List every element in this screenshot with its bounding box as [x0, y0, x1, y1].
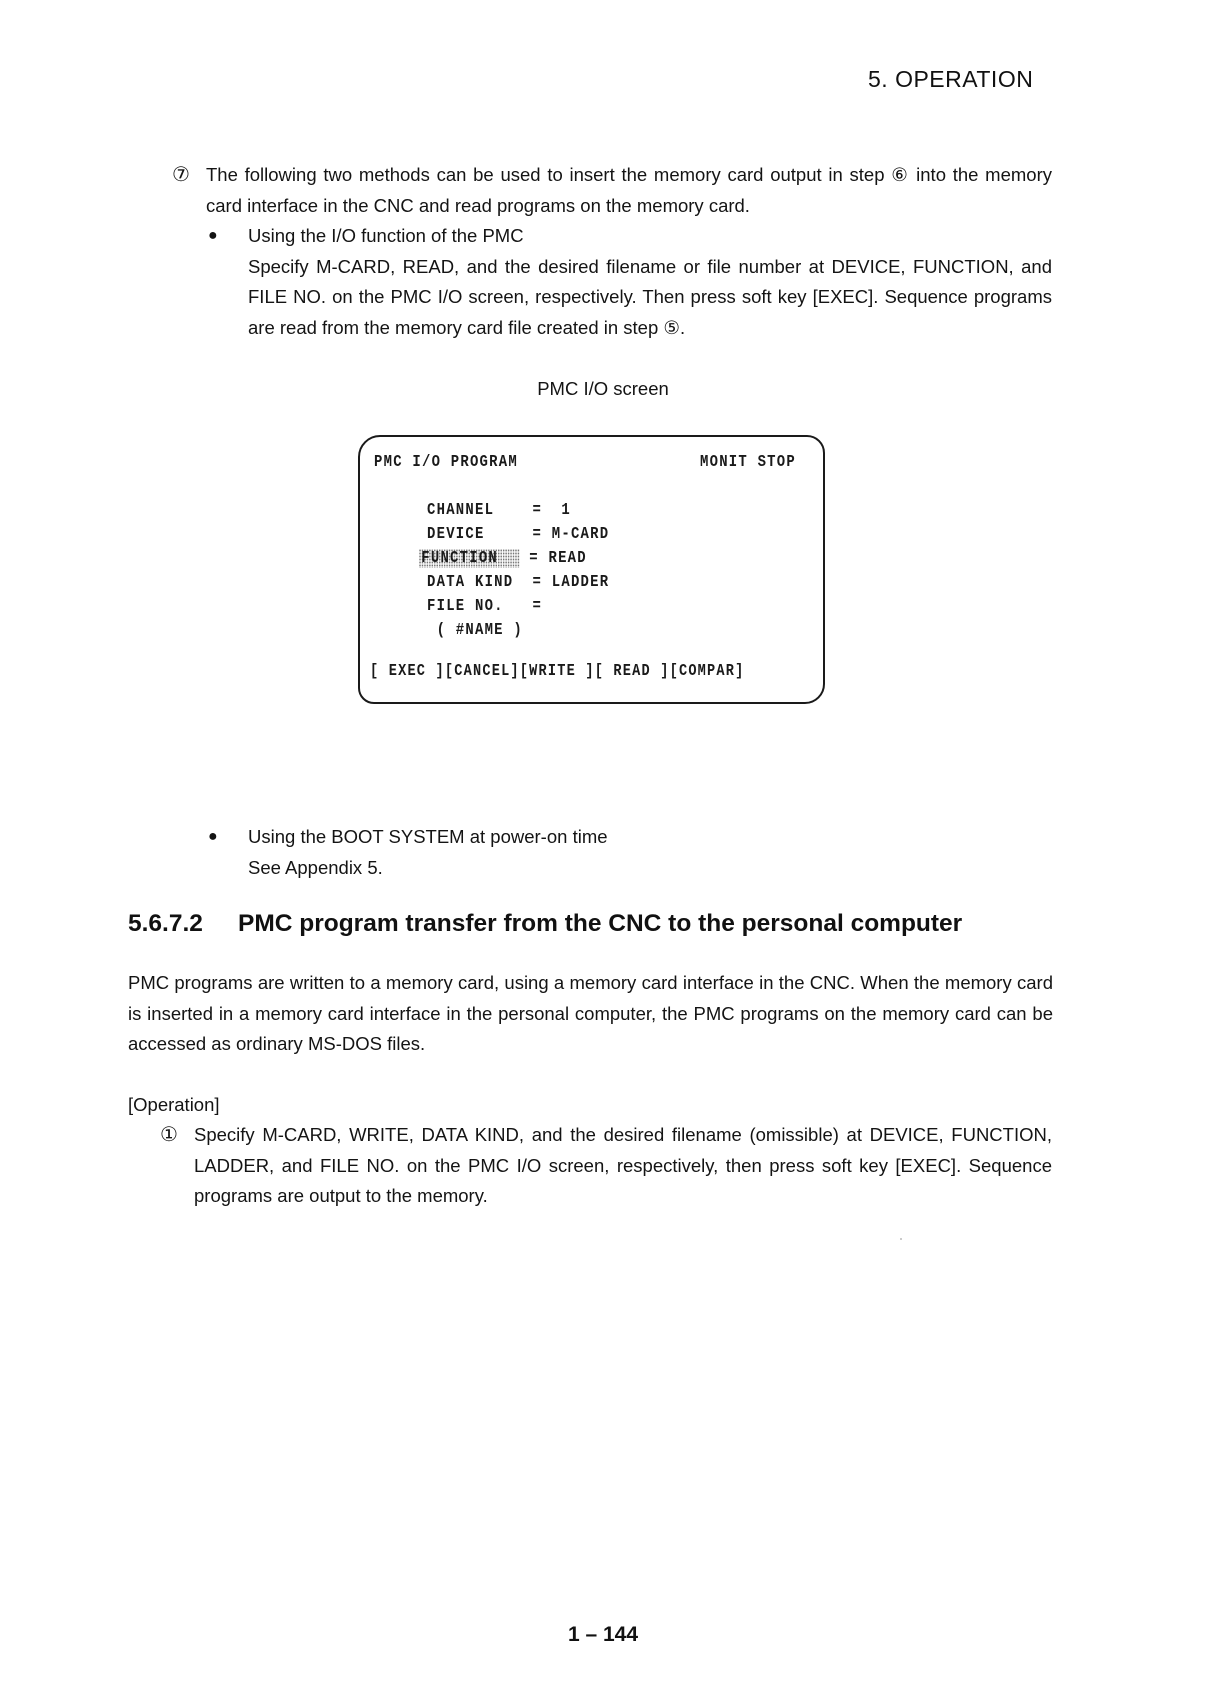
field-row-device — [427, 525, 609, 544]
field-value: M-CARD — [551, 525, 610, 544]
field-sep: = — [532, 573, 543, 592]
field-value: 1 — [551, 501, 571, 520]
bullet-boot-system — [206, 822, 906, 883]
field-row-file-no — [427, 597, 552, 616]
step-7 — [172, 160, 1052, 343]
soft-key-write[interactable]: [WRITE ] — [519, 662, 595, 681]
field-value: READ — [548, 549, 587, 568]
field-sep: = — [532, 525, 543, 544]
bullet-icon: ● — [208, 828, 218, 845]
soft-key-read[interactable]: [ READ ] — [594, 662, 670, 681]
field-value: LADDER — [551, 573, 610, 592]
field-label-highlighted: FUNCTION — [419, 549, 520, 568]
soft-key-cancel[interactable]: [CANCEL] — [444, 662, 520, 681]
field-row-data-kind — [427, 573, 609, 592]
field-label: CHANNEL — [427, 501, 523, 520]
screen-status: MONIT STOP — [700, 453, 796, 472]
field-sep: = — [532, 597, 543, 616]
field-row-name — [427, 621, 523, 640]
soft-key-exec[interactable]: [ EXEC ] — [370, 662, 445, 681]
bullet-body: Specify M-CARD, READ, and the desired filename or file number at DEVICE, FUNCTION, and FILE NO. on the PMC I/O screen, respectively. Then press soft key [EXEC]. Sequence programs are read from the memory card file created in step ⑤. — [248, 255, 1052, 338]
step-7-marker: ⑦ — [172, 164, 190, 186]
page-number: 1 – 144 — [567, 1623, 639, 1646]
field-row-function — [421, 549, 587, 568]
bullet-icon: ● — [208, 227, 218, 244]
field-row-channel — [427, 501, 571, 520]
field-label: DEVICE — [427, 525, 523, 544]
running-header: 5. OPERATION — [868, 66, 1034, 92]
section-intro: PMC programs are written to a memory card, using a memory card interface in the CNC. When the memory card is inserted in a memory card interface in the personal computer, the PMC programs on the memory card can be accessed as ordinary MS-DOS files. — [128, 972, 1053, 1054]
bullet-pmc-io — [206, 221, 1052, 343]
step-7-text: The following two methods can be used to insert the memory card output in step ⑥ into the memory card interface in the CNC and read programs on the memory card. — [206, 164, 1052, 216]
pmc-io-screen — [358, 435, 825, 704]
field-label: ( #NAME ) — [427, 621, 523, 640]
scan-speck — [900, 1238, 902, 1240]
step-1-text: Specify M-CARD, WRITE, DATA KIND, and the desired filename (omissible) at DEVICE, FUNCTION, LADDER, and FILE NO. on the PMC I/O screen, respectively, then press soft key [EXEC]. Sequence programs are output to the memory. — [194, 1124, 1052, 1206]
field-label: DATA KIND — [427, 573, 523, 592]
field-sep: = — [529, 549, 539, 568]
screen-title: PMC I/O PROGRAM — [374, 453, 518, 472]
field-sep: = — [532, 501, 543, 520]
soft-key-bar — [370, 662, 745, 681]
section-title: PMC program transfer from the CNC to the personal computer — [238, 910, 963, 937]
operation-label: [Operation] — [128, 1094, 220, 1115]
operation-step-1 — [160, 1120, 1052, 1212]
section-number: 5.6.7.2 — [128, 910, 203, 937]
bullet-title: Using the I/O function of the PMC — [248, 225, 524, 246]
bullet-title: Using the BOOT SYSTEM at power-on time — [248, 826, 608, 847]
soft-key-compar[interactable]: [COMPAR] — [669, 662, 745, 681]
bullet-body: See Appendix 5. — [248, 856, 383, 878]
field-label: FILE NO. — [427, 597, 523, 616]
section-heading — [128, 910, 962, 938]
step-1-marker: ① — [160, 1124, 178, 1146]
figure-caption: PMC I/O screen — [537, 378, 669, 399]
